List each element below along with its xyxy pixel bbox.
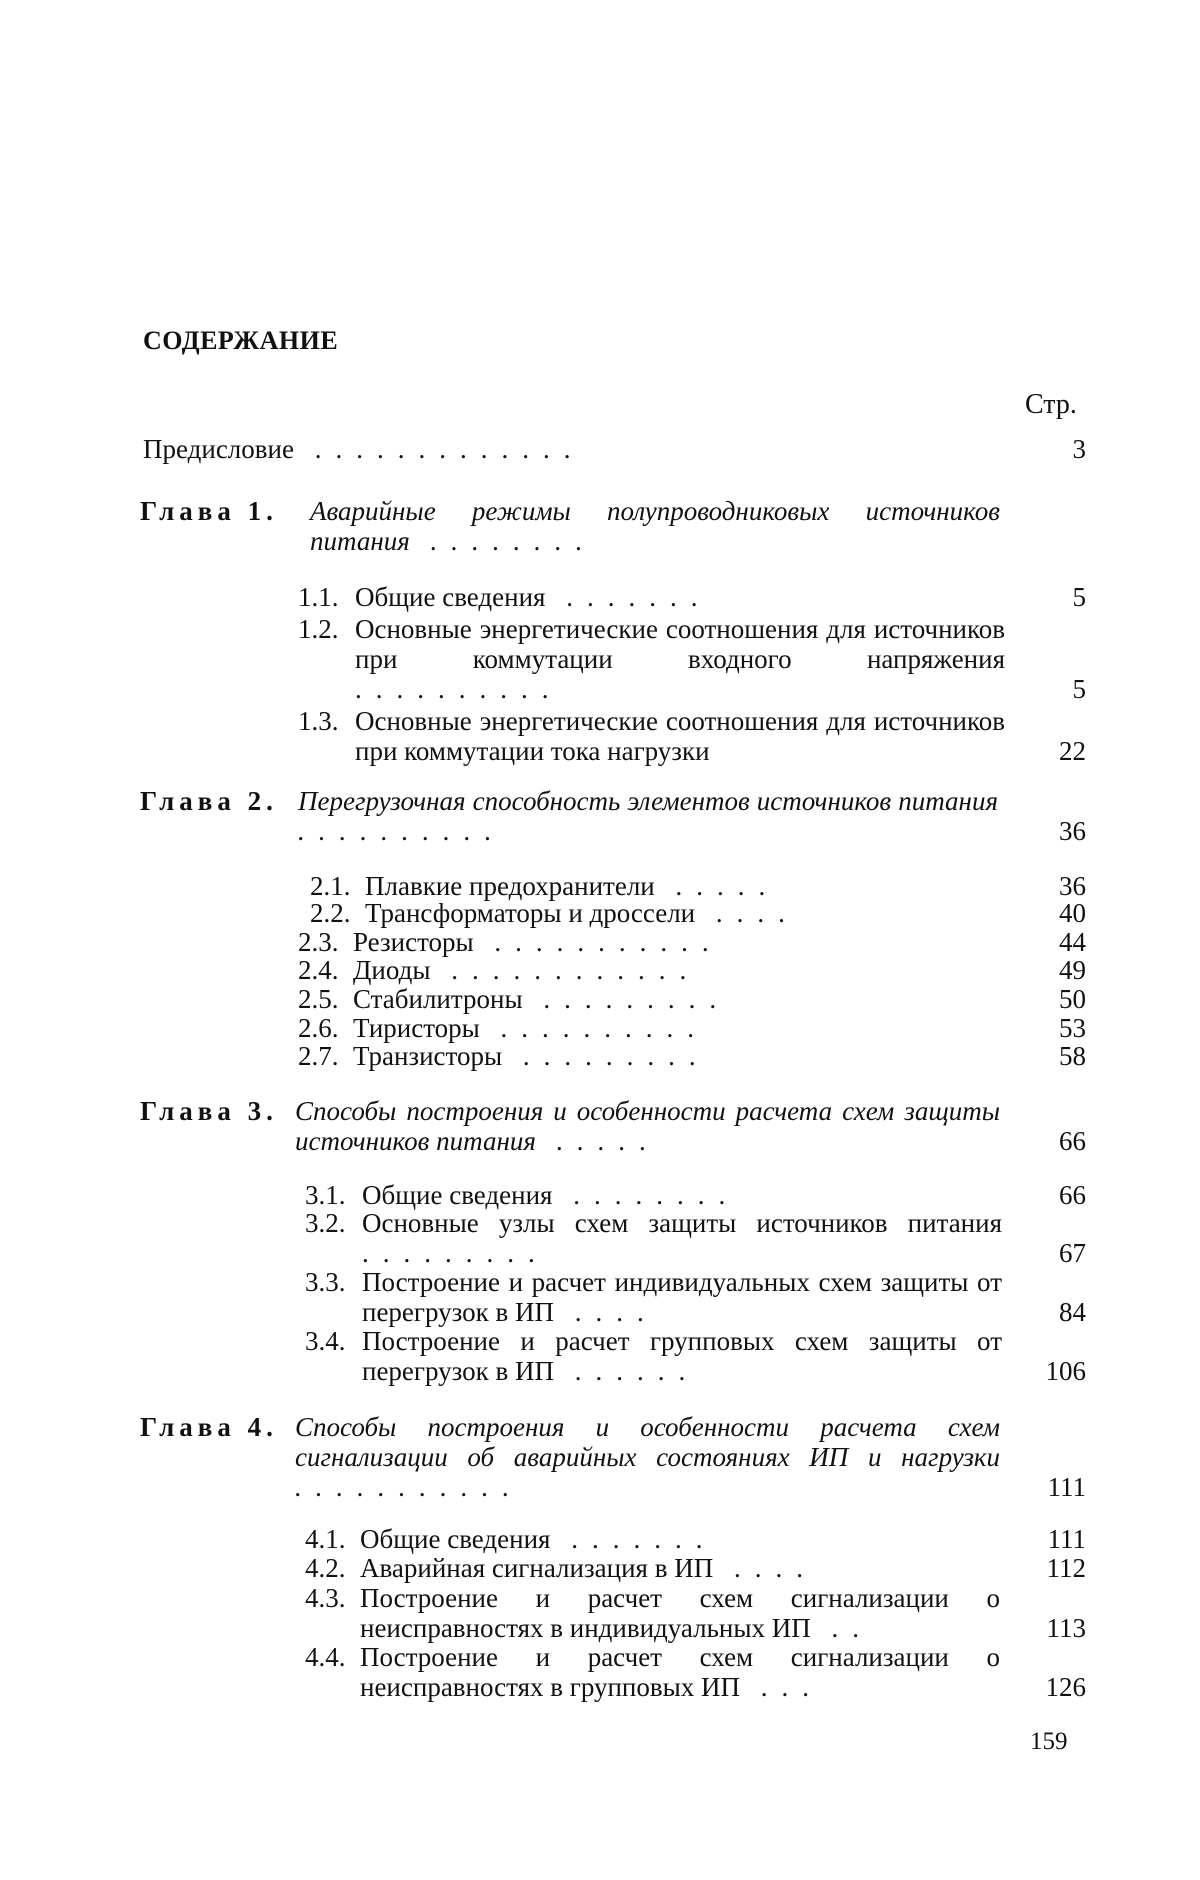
leader-dots: ........... (295, 1472, 524, 1502)
section-number: 3.3. (305, 1267, 346, 1297)
leader-dots: ......... (522, 984, 731, 1014)
section-number: 2.6. (298, 1013, 339, 1043)
entry-title: Предисловие ............. (143, 434, 585, 464)
chapter-title: Аварийные режимы полупроводниковых источников питания ........ (310, 496, 1000, 556)
leader-dots: .......... (355, 674, 563, 704)
page-ref: 44 (1059, 927, 1086, 957)
page-ref: 40 (1059, 898, 1086, 928)
page-heading: СОДЕРЖАНИЕ (143, 326, 339, 355)
leader-dots: .......... (298, 816, 506, 846)
section-title: Основные энергетические соотношения для источников при коммутации тока нагрузки (355, 706, 1005, 766)
section-number: 4.4. (305, 1642, 346, 1672)
leader-dots: ............. (293, 434, 585, 464)
page-ref: 111 (1047, 1472, 1086, 1502)
page-ref: 58 (1059, 1041, 1086, 1071)
leader-dots: ....... (545, 582, 712, 612)
leader-dots: .... (695, 898, 799, 928)
section-number: 1.2. (298, 614, 339, 644)
leader-dots: ........... (473, 927, 723, 957)
section-title: Диоды ............ (353, 955, 701, 985)
page-ref: 50 (1059, 984, 1086, 1014)
section-title: Тиристоры .......... (353, 1013, 709, 1043)
pages-column-label: Стр. (1025, 389, 1077, 420)
leader-dots: ..... (654, 871, 780, 901)
page-ref: 67 (1059, 1238, 1086, 1268)
section-title: Построение и расчет схем сигнализации о неисправностях в групповых ИП ... (360, 1642, 1000, 1702)
page-ref: 106 (1045, 1356, 1086, 1386)
section-title: Построение и расчет групповых схем защиты от перегрузок в ИП ...... (362, 1326, 1002, 1386)
section-title: Аварийная сигнализация в ИП .... (360, 1553, 817, 1583)
section-number: 1.3. (298, 706, 339, 736)
section-number: 2.5. (298, 984, 339, 1014)
leader-dots: ...... (554, 1356, 700, 1386)
page-ref: 36 (1059, 871, 1086, 901)
chapter-label: Глава 4. (140, 1412, 278, 1442)
section-title: Общие сведения ........ (362, 1180, 740, 1210)
section-number: 3.4. (305, 1326, 346, 1356)
section-number: 2.4. (298, 955, 339, 985)
page-ref: 5 (1072, 582, 1086, 612)
section-number: 2.1. (310, 871, 351, 901)
section-title: Общие сведения ....... (355, 582, 712, 612)
section-title: Построение и расчет схем сигнализации о неисправностях в индивидуальных ИП .. (360, 1583, 1000, 1643)
section-title: Основные узлы схем защиты источников питания ......... (362, 1208, 1002, 1268)
section-number: 2.2. (310, 898, 351, 928)
page-ref: 112 (1046, 1553, 1086, 1583)
leader-dots: ........ (409, 526, 597, 556)
page-ref: 5 (1072, 674, 1086, 704)
page-ref: 22 (1059, 736, 1086, 766)
section-number: 2.3. (298, 927, 339, 957)
section-number: 4.2. (305, 1553, 346, 1583)
chapter-label: Глава 3. (140, 1096, 278, 1126)
page-ref: 113 (1046, 1613, 1086, 1643)
page-ref: 36 (1059, 816, 1086, 846)
chapter-title: Способы построения и особенности расчета схем защиты источников питания ..... (295, 1096, 1000, 1156)
section-title: Транзисторы ......... (353, 1041, 710, 1071)
section-title: Построение и расчет индивидуальных схем защиты от перегрузок в ИП .... (362, 1267, 1002, 1327)
chapter-label: Глава 2. (140, 786, 278, 816)
section-number: 4.3. (305, 1583, 346, 1613)
page-ref: 53 (1059, 1013, 1086, 1043)
chapter-label: Глава 1. (140, 496, 278, 526)
section-number: 2.7. (298, 1041, 339, 1071)
page-ref: 66 (1059, 1126, 1086, 1156)
leader-dots: ....... (550, 1524, 717, 1554)
section-number: 3.2. (305, 1208, 346, 1238)
chapter-title: Способы построения и особенности расчета схем сигнализации об аварийных состояниях ИП и нагрузки ........... (295, 1412, 1000, 1502)
leader-dots: ......... (502, 1041, 710, 1071)
leader-dots: .... (713, 1553, 817, 1583)
section-title: Трансформаторы и дроссели .... (365, 898, 799, 928)
section-number: 1.1. (298, 582, 339, 612)
section-title: Стабилитроны ......... (353, 984, 731, 1014)
leader-dots: .. (810, 1613, 874, 1643)
page-ref: 66 (1059, 1180, 1086, 1210)
leader-dots: .... (554, 1297, 658, 1327)
page-ref: 84 (1059, 1297, 1086, 1327)
leader-dots: ......... (362, 1238, 549, 1268)
page-number: 159 (1030, 1728, 1068, 1755)
section-title: Общие сведения ....... (360, 1524, 717, 1554)
page-ref: 126 (1045, 1672, 1086, 1702)
section-number: 4.1. (305, 1524, 346, 1554)
section-title: Основные энергетические соотношения для источников при коммутации входного напряжения .......... (355, 614, 1005, 704)
leader-dots: ... (740, 1672, 824, 1702)
section-title: Плавкие предохранители ..... (365, 871, 780, 901)
page-ref: 111 (1047, 1524, 1086, 1554)
leader-dots: ............ (430, 955, 701, 985)
chapter-title: Перегрузочная способность элементов источников питания .......... (298, 786, 998, 846)
page-ref: 49 (1059, 955, 1086, 985)
leader-dots: .......... (479, 1013, 709, 1043)
section-number: 3.1. (305, 1180, 346, 1210)
leader-dots: ..... (535, 1126, 661, 1156)
leader-dots: ........ (552, 1180, 740, 1210)
page-ref: 3 (1072, 434, 1086, 464)
section-title: Резисторы ........... (353, 927, 723, 957)
